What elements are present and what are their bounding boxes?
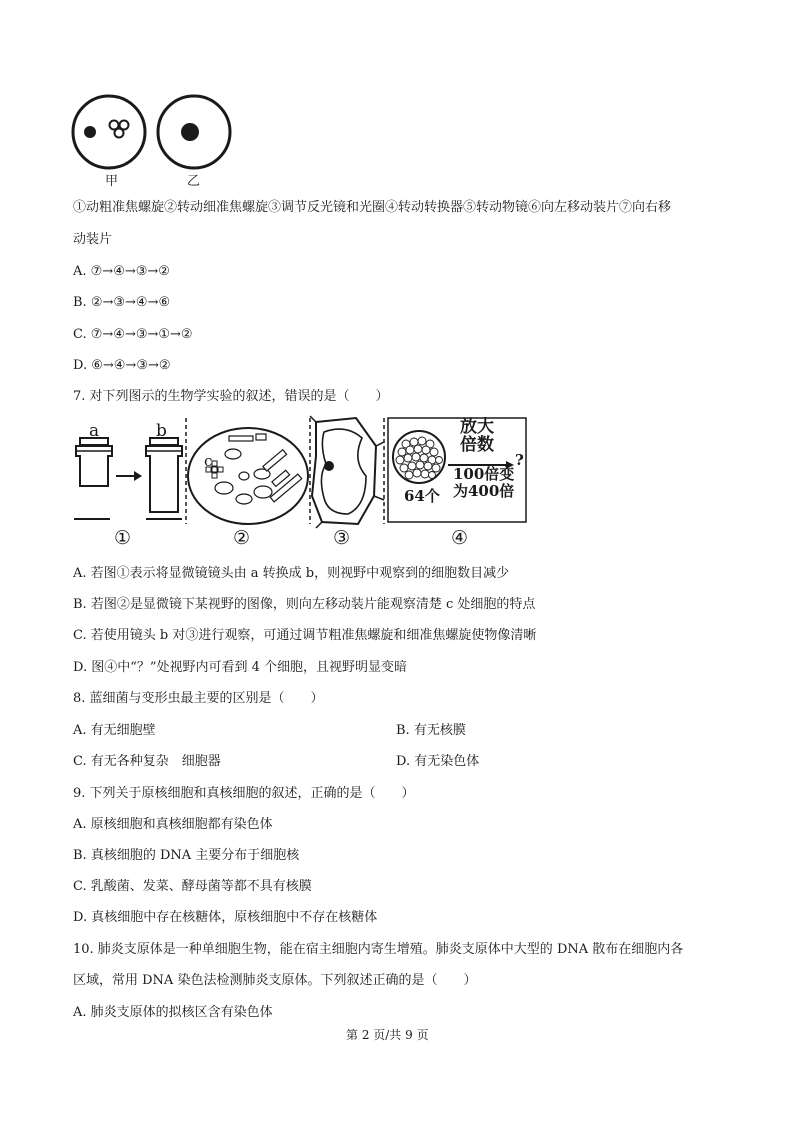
field-jia-cell-3 (115, 129, 124, 138)
q6-steps-line-1: ①动粗准焦螺旋②转动细准焦螺旋③调节反光镜和光圈④转动转换器⑤转动物镜⑥向左移动装片⑦向右移 (73, 200, 672, 215)
mag-label-3: 100倍变 (453, 465, 515, 483)
q7-stem: 7. 对下列图示的生物学实验的叙述，错误的是（ ） (73, 389, 389, 404)
field-jia-circle (73, 96, 145, 168)
lens-a-label: a (89, 421, 100, 441)
mag-label-2: 倍数 (460, 435, 494, 455)
q9-option-c: C. 乳酸菌、发菜、酵母菌等都不具有核膜 (73, 879, 312, 894)
q7-option-c: C. 若使用镜头 b 对③进行观察，可通过调节粗准焦螺旋和细准焦螺旋使物像清晰 (73, 628, 537, 643)
lens-b-label: b (156, 421, 167, 441)
q6-option-a: A. ⑦→④→③→② (73, 264, 170, 279)
panel-label-4: ④ (451, 527, 469, 549)
panel-label-1: ① (114, 527, 132, 549)
q8-option-c: C. 有无各种复杂 细胞器 (73, 754, 221, 769)
q6-option-c: C. ⑦→④→③→①→② (73, 327, 193, 342)
q7-option-b: B. 若图②是显微镜下某视野的图像，则向左移动装片能观察清楚 c 处细胞的特点 (73, 597, 536, 612)
label-yi: 乙 (187, 174, 201, 189)
question-mark-label: ? (515, 451, 524, 469)
q8-option-d: D. 有无染色体 (396, 754, 480, 769)
q6-option-b: B. ②→③→④→⑥ (73, 295, 171, 310)
q7-option-d: D. 图④中“？”处视野内可看到 4 个细胞，且视野明显变暗 (73, 660, 408, 675)
cell-count-label: 64个 (404, 487, 440, 505)
q9-stem: 9. 下列关于原核细胞和真核细胞的叙述，正确的是（ ） (73, 786, 415, 801)
q6-option-d: D. ⑥→④→③→② (73, 358, 171, 373)
label-jia: 甲 (105, 174, 119, 189)
mag-label-1: 放大 (460, 417, 494, 437)
lens-b-body (146, 446, 182, 512)
panel-3-plant-cell (310, 416, 384, 528)
q7-option-a: A. 若图①表示将显微镜镜头由 a 转换成 b，则视野中观察到的细胞数目减少 (73, 566, 510, 581)
q9-option-d: D. 真核细胞中存在核糖体，原核细胞中不存在核糖体 (73, 910, 378, 925)
lens-a-body (76, 446, 112, 486)
q10-stem-line-2: 区域，常用 DNA 染色法检测肺炎支原体。下列叙述正确的是（ ） (73, 973, 477, 988)
microscope-fields-figure (70, 92, 240, 192)
q8-option-b: B. 有无核膜 (396, 723, 466, 738)
q9-option-a: A. 原核细胞和真核细胞都有染色体 (73, 817, 273, 832)
q8-option-a: A. 有无细胞壁 (73, 723, 156, 738)
q10-option-a: A. 肺炎支原体的拟核区含有染色体 (73, 1005, 273, 1020)
panel-label-3: ③ (333, 527, 351, 549)
field-jia-dot (84, 126, 96, 138)
q9-option-b: B. 真核细胞的 DNA 主要分布于细胞核 (73, 848, 300, 863)
panel-label-2: ② (233, 527, 251, 549)
q8-stem: 8. 蓝细菌与变形虫最主要的区别是（ ） (73, 691, 324, 706)
label-c: c (204, 452, 213, 470)
q10-stem-line-1: 10. 肺炎支原体是一种单细胞生物，能在宿主细胞内寄生增殖。肺炎支原体中大型的 DNA 散布在细胞内各 (73, 942, 684, 957)
page-footer: 第 2 页/共 9 页 (346, 1028, 429, 1042)
mag-label-4: 为400倍 (453, 482, 515, 500)
field-yi-cell (181, 123, 199, 141)
panel-2-field (188, 428, 308, 524)
panel-1-lenses (74, 438, 182, 519)
q6-steps-line-2: 动装片 (73, 232, 113, 247)
